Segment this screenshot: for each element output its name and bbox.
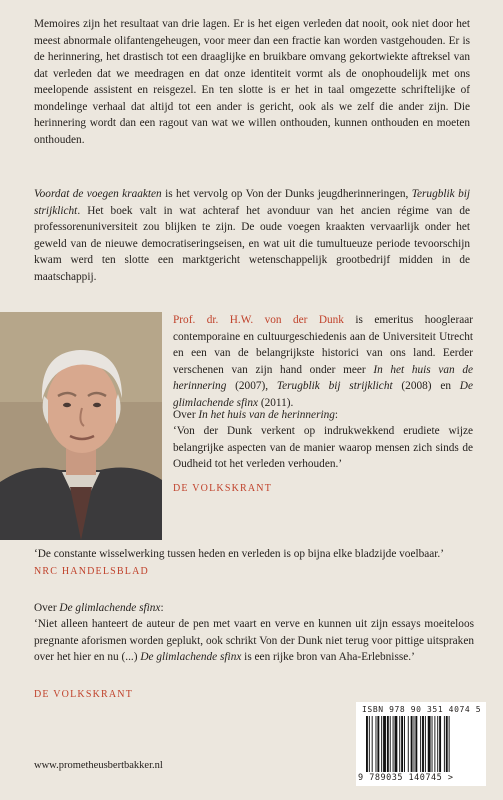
quote3-book: De glimlachende sfinx <box>59 602 161 614</box>
author-portrait-illustration <box>0 312 162 540</box>
quote1-source: DE VOLKSKRANT <box>173 483 273 494</box>
quote3-source: DE VOLKSKRANT <box>34 689 134 700</box>
book-title-terugblik: Terugblik bij strijklicht <box>34 188 470 217</box>
book-title-voegen: Voordat de voegen kraakten <box>34 188 162 200</box>
sequel-paragraph <box>34 186 470 285</box>
quote1-intro <box>173 407 473 424</box>
quote2-text: ‘De constante wisselwerking tussen heden en verleden is op bijna elke bladzijde voelbaar.’ <box>34 548 445 560</box>
bio-text-2: (2007), <box>226 380 277 392</box>
barcode-number: 9 789035 140745 > <box>358 773 454 783</box>
author-name: Prof. dr. H.W. von der Dunk <box>173 314 344 326</box>
quote1-book: In het huis van de herinnering <box>198 409 335 421</box>
publisher-url[interactable]: www.prometheusbertbakker.nl <box>34 760 163 771</box>
barcode-icon <box>366 716 478 772</box>
quote3-text-2: is een rijke bron van Aha-Erlebnisse.’ <box>241 651 415 663</box>
author-photo <box>0 312 162 540</box>
bio-text-4: (2011). <box>258 396 294 409</box>
quote1-intro-word: Over <box>173 409 199 421</box>
intro-paragraph: Memoires zijn het resultaat van drie lagen. Er is het eigen verleden dat nooit, ook niet door het meest abnormale olifantengeheugen, voor meer dan een fractie kan worden vastgehouden. Er is de herinnering, het drastisch tot een draaglijke en bruikbare omvang gekortwiekte aftreksel van dat verleden dat we meedragen en dat onze identiteit vormt als de onophoudelijk met ons meelopende assistent en reisgezel. En ten slotte is er het in taal omgezette schriftelijke of mondelinge verhaal dat altijd tot een ander is gericht, ook als we zelf die ander zijn. Die herinnering wordt dan een ragout van wat we willen onthouden, kunnen onthouden en moeten onthouden. <box>34 18 470 146</box>
quote3-intro-word: Over <box>34 602 60 614</box>
bio-text-1: is emeritus hoogleraar contemporaine en cultuurgeschiedenis aan de Universiteit Utrecht en een van de belangrijkste historici van ons land. Eerder verschenen van zijn hand onder meer <box>173 314 473 376</box>
quote3-text-book: De glimlachende sfinx <box>140 651 242 663</box>
quote2-source: NRC HANDELSBLAD <box>34 566 149 577</box>
sequel-text-1: is het vervolg op Von der Dunks jeugdherinneringen, <box>161 188 412 200</box>
bio-book-2: Terugblik bij strijklicht <box>276 380 393 392</box>
quote3-colon: : <box>160 602 164 614</box>
bio-text-3: (2008) en <box>392 380 460 392</box>
isbn-label: ISBN 978 90 351 4074 5 <box>362 705 482 714</box>
quote3-text-1: ‘Niet alleen hanteert de auteur de pen met vaart en verve en kunnen uit zijn essays moeiteloos pregnante aforismen worden geplukt, ook schrikt Von der Dunk niet terug voor pittige uitspraken over het hier en nu (...) <box>34 618 474 663</box>
quote1-text: ‘Von der Dunk verkent op indrukwekkend erudiete wijze belangrijke aspecten van de manier waarop mensen zich sinds de Oudheid tot het verleden verhouden.’ <box>173 425 473 470</box>
barcode-box <box>356 702 486 786</box>
quote3-text <box>34 616 474 666</box>
sequel-text-2: . Het boek valt in wat achteraf het avonduur van het ancien régime van de professorenuniversiteit zou blijken te zijn. De oude voegen kraakten vervaarlijk onder het geweld van de nieuwe democratiseringseisen, en wat uit die tumultueuze periode tevoorschijn kwam werd ten slotte een marktgericht wetenschappelijk grootbedrijf midden in de maatschappij. <box>34 204 470 283</box>
author-bio <box>173 312 473 411</box>
bio-book-1: In het huis van de herinnering <box>173 363 473 392</box>
quote1-colon: : <box>334 409 339 421</box>
bio-book-3: De glimlachende sfinx <box>173 380 473 409</box>
quote3-intro <box>34 600 474 617</box>
